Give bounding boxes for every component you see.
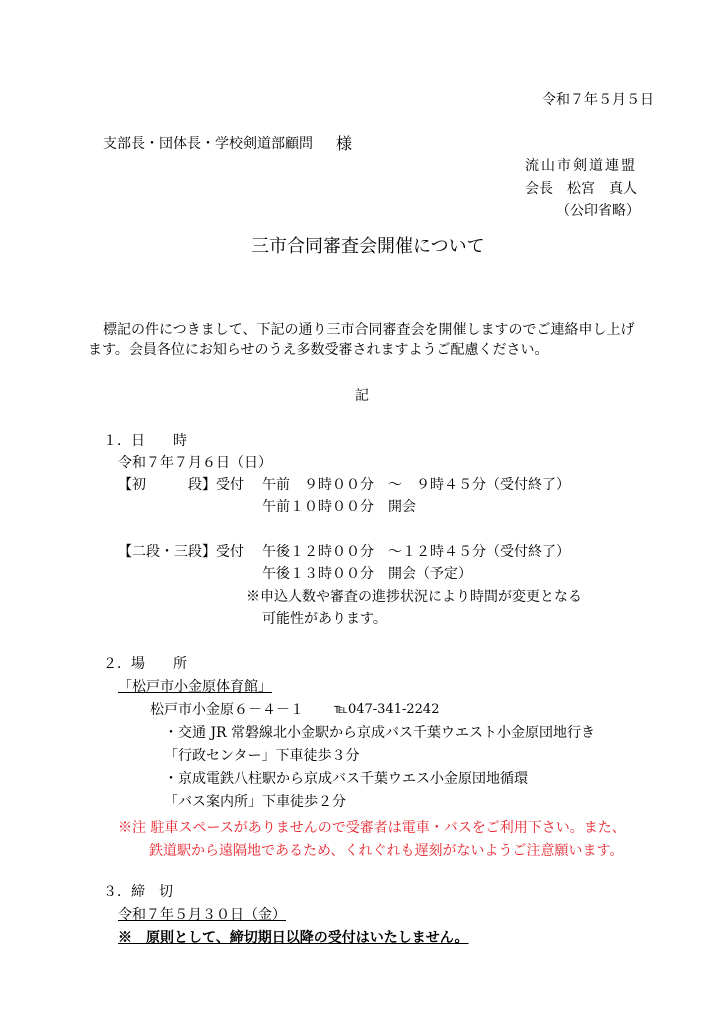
body-line-2: ます。会員各位にお知らせのうえ多数受審されますようご配慮ください。 (88, 342, 549, 358)
section-3-heading: ３．締 切 (103, 884, 173, 900)
venue-name: 「松戸市小金原体育館」 (118, 679, 272, 695)
parking-note-line-2: 鉄道駅から遠隔地であるため、くれぐれも遅刻がないようご注意願います。 (149, 843, 624, 859)
addressee-honorific: 様 (336, 134, 353, 153)
access-1-line-1: ・交通 JR 常磐線北小金駅から京成バス千葉ウエスト小金原団地行き (164, 725, 596, 741)
deadline-date: 令和７年５月３０日（金） (118, 907, 286, 923)
section-1-row2-label: 【二段・三段】受付 (118, 544, 244, 560)
section-2-heading: ２．場 所 (103, 656, 187, 672)
section-1-note-line-1: ※申込人数や審査の進捗状況により時間が変更となる (246, 589, 582, 605)
sender-org: 流山市剣道連盟 (525, 158, 637, 174)
section-1-row1-open: 午前１０時００分 開会 (262, 499, 416, 515)
venue-address: 松戸市小金原６－４－１ (150, 702, 304, 718)
access-2-line-2: 「バス案内所」下車徒歩２分 (164, 794, 346, 810)
document-title: 三市合同審査会開催について (251, 236, 485, 257)
parking-note-line-1: ※注 駐車スペースがありませんので受審者は電車・バスをご利用下さい。また、 (118, 820, 626, 836)
section-1-row1-time: 午前 ９時００分 ～ ９時４５分（受付終了） (262, 477, 570, 493)
section-1-note-line-2: 可能性があります。 (262, 611, 387, 627)
addressee: 支部長・団体長・学校剣道部顧問 (103, 136, 313, 152)
seal-note: （公印省略） (556, 203, 640, 219)
document-date: 令和７年５月５日 (542, 92, 654, 108)
venue-tel: ℡047-341-2242 (334, 702, 440, 717)
section-1-row2-time: 午後１２時００分 ～１２時４５分（受付終了） (262, 544, 570, 560)
access-1-line-2: 「行政センター」下車徒歩３分 (164, 748, 360, 764)
section-1-date: 令和７年７月６日（日） (118, 455, 272, 471)
sender-name: 会長 松宮 真人 (525, 181, 637, 197)
access-2-line-1: ・京成電鉄八柱駅から京成バス千葉ウエス小金原団地循環 (164, 771, 528, 787)
body-line-1: 標記の件につきまして、下記の通り三市合同審査会を開催しますのでご連絡申し上げ (103, 322, 635, 338)
section-1-heading: １．日 時 (103, 433, 187, 449)
deadline-note: ※ 原則として、締切期日以降の受付はいたしません。 (118, 930, 469, 946)
section-1-row2-open: 午後１３時００分 開会（予定） (262, 566, 472, 582)
section-1-row1-label: 【初 段】受付 (118, 477, 244, 493)
ki-heading: 記 (355, 388, 369, 404)
